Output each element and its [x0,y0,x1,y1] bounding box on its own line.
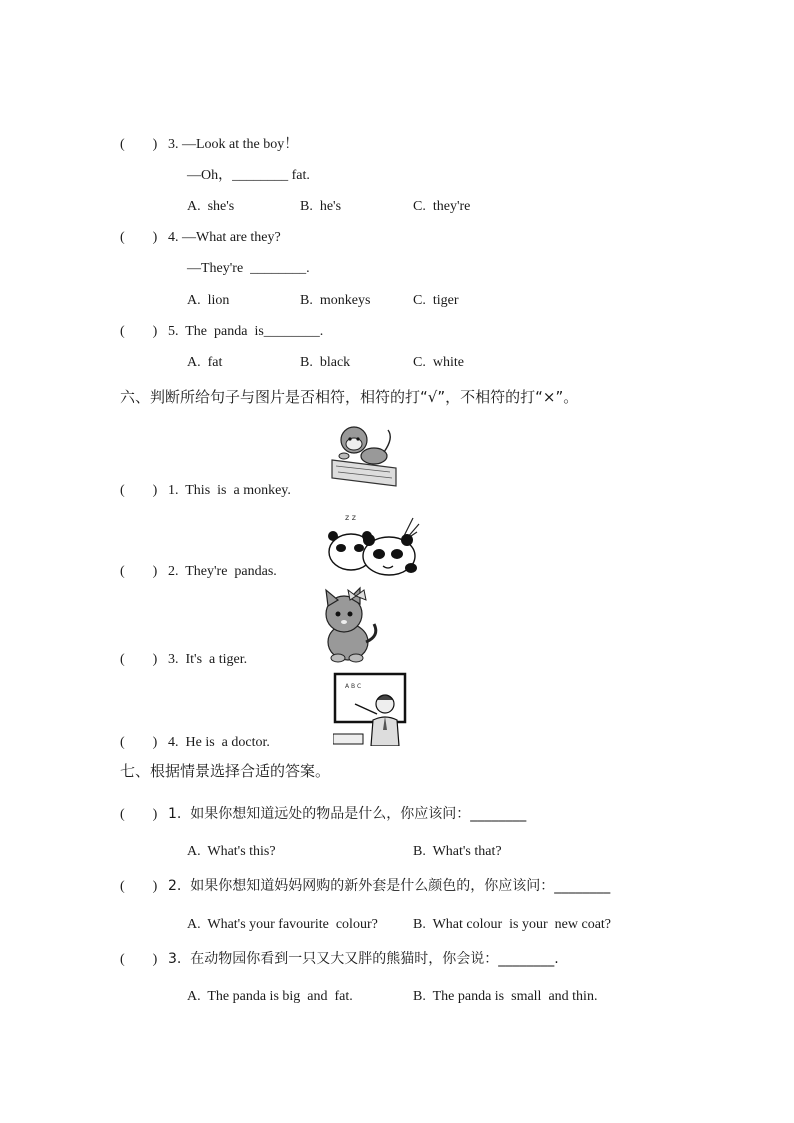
paren-5-3: ( ) [120,137,158,152]
question-5-4-line2: —They're ________. [187,261,310,276]
option-7-1-a: A. What's this? [187,844,276,859]
statement-6-2: 2. They're pandas. [168,564,277,579]
option-5-4-c: C. tiger [413,293,459,308]
cat-picture [314,586,380,664]
option-7-2-a: A. What's your favourite colour? [187,917,378,932]
section-7-title: 七、根据情景选择合适的答案。 [120,762,331,780]
option-5-5-b: B. black [300,355,351,370]
option-5-4-b: B. monkeys [300,293,371,308]
option-5-5-c: C. white [413,355,464,370]
statement-6-1: 1. This is a monkey. [168,483,291,498]
svg-text:z z: z z [345,513,356,522]
option-7-3-b: B. The panda is small and thin. [413,989,598,1004]
paren-6-1: ( ) [120,483,158,498]
question-5-3-line2: —Oh，________ fat. [187,168,310,183]
question-7-1-stem: 1. 如果你想知道远处的物品是什么，你应该问：________ [168,806,527,822]
statement-6-4: 4. He is a doctor. [168,735,270,750]
option-7-3-a: A. The panda is big and fat. [187,989,353,1004]
option-5-4-a: A. lion [187,293,230,308]
statement-6-3: 3. It's a tiger. [168,652,248,667]
question-5-5-stem: 5. The panda is________. [168,324,324,339]
option-7-2-b: B. What colour is your new coat? [413,917,612,932]
teacher-picture [333,670,411,746]
question-5-4-stem: 4. —What are they? [168,230,281,245]
option-5-3-c: C. they're [413,199,471,214]
question-7-3-stem: 3. 在动物园你看到一只又大又胖的熊猫时，你会说：________. [168,951,559,967]
option-7-1-b: B. What's that? [413,844,502,859]
paren-5-5: ( ) [120,324,158,339]
monkey-picture [330,420,398,494]
paren-6-4: ( ) [120,735,158,750]
board-letters: A B C [345,683,362,690]
paren-6-3: ( ) [120,652,158,667]
pandas-picture [325,510,421,578]
paren-7-2: ( ) [120,879,158,894]
section-6-title: 六、判断所给句子与图片是否相符，相符的打“√”，不相符的打“×”。 [120,388,579,406]
paren-7-1: ( ) [120,807,158,822]
option-5-3-a: A. she's [187,199,235,214]
question-7-2-stem: 2. 如果你想知道妈妈网购的新外套是什么颜色的，你应该问：________ [168,878,611,894]
question-5-3-stem: 3. —Look at the boy！ [168,137,299,152]
option-5-5-a: A. fat [187,355,223,370]
paren-7-3: ( ) [120,952,158,967]
paren-5-4: ( ) [120,230,158,245]
option-5-3-b: B. he's [300,199,342,214]
paren-6-2: ( ) [120,564,158,579]
